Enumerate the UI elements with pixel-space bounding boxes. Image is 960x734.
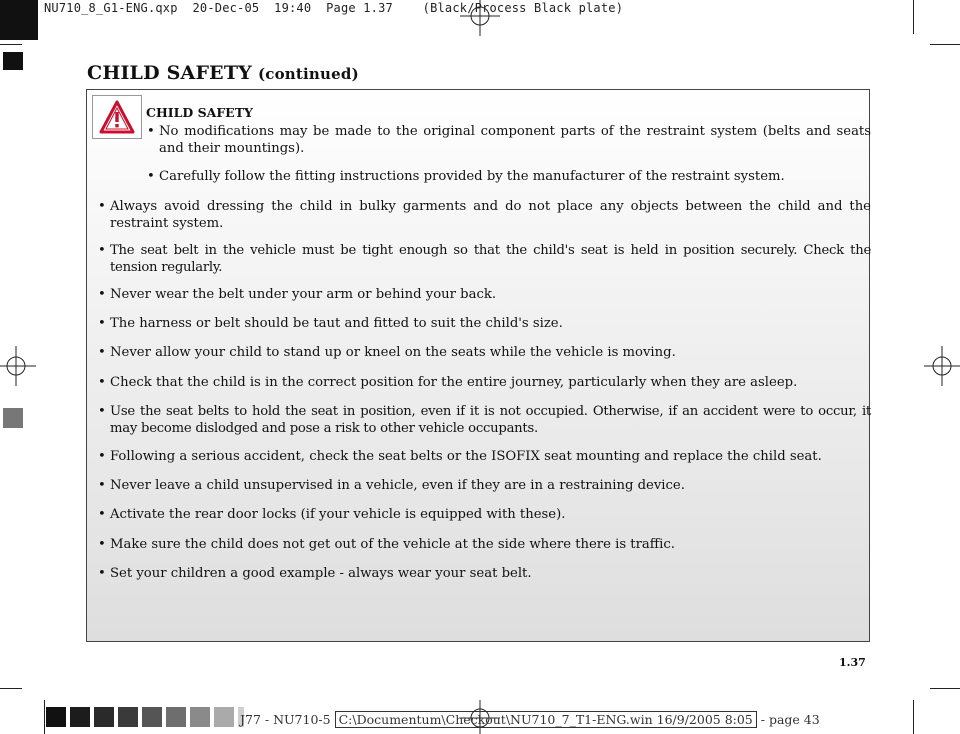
registration-block-top-left: [0, 0, 38, 40]
registration-crosshair-icon: [0, 346, 36, 386]
list-item: [98, 374, 871, 391]
safety-panel: [86, 89, 870, 642]
crop-mark: [0, 688, 22, 689]
density-patch: [166, 707, 186, 727]
crop-mark: [913, 0, 914, 34]
list-item: [98, 242, 871, 276]
density-patch: [118, 707, 138, 727]
print-slug: NU710_8_G1-ENG.qxp 20-Dec-05 19:40 Page 1.37 (Black/Process Black plate): [44, 1, 624, 15]
list-item: [147, 168, 871, 185]
footer-prefix: J77 - NU710-5: [240, 712, 331, 727]
density-patch: [214, 707, 234, 727]
bullet-dot: •: [98, 507, 106, 522]
bullet-dot: •: [147, 124, 155, 139]
crop-mark: [0, 44, 22, 45]
list-item: [98, 477, 871, 494]
list-item: [98, 315, 871, 332]
list-item-text: Activate the rear door locks (if your vehicle is equipped with these).: [110, 507, 566, 522]
crop-mark: [930, 44, 960, 45]
bullet-dot: •: [147, 169, 155, 184]
list-item-text: Always avoid dressing the child in bulky garments and do not place any objects between the child and the restraint system.: [110, 199, 871, 231]
list-item-text: Check that the child is in the correct position for the entire journey, particularly when they are asleep.: [110, 375, 798, 390]
list-item: [98, 536, 871, 553]
crop-mark: [913, 700, 914, 734]
warning-icon-box: [92, 95, 142, 139]
page-title-main: CHILD SAFETY: [87, 62, 252, 84]
density-patch: [70, 707, 90, 727]
page-title-subtitle: (continued): [257, 65, 359, 83]
bullet-dot: •: [98, 449, 106, 464]
crop-mark: [930, 688, 960, 689]
list-item: [98, 565, 871, 582]
crop-mark: [44, 700, 45, 734]
list-item: [98, 286, 871, 303]
list-item-text: Make sure the child does not get out of the vehicle at the side where there is traffic.: [110, 537, 675, 552]
list-item-text: Never leave a child unsupervised in a vehicle, even if they are in a restraining device.: [110, 478, 685, 493]
registration-crosshair-icon: [924, 346, 960, 386]
warning-title: CHILD SAFETY: [146, 105, 253, 120]
list-item-text: Carefully follow the fitting instructions provided by the manufacturer of the restraint system.: [159, 169, 785, 184]
footer-suffix: - page 43: [760, 712, 820, 727]
list-item-text: Use the seat belts to hold the seat in position, even if it is not occupied. Otherwise, if an accident were to occur, it may become dislodged and pose a risk to other vehicle occupants.: [110, 404, 871, 436]
bullet-dot: •: [98, 243, 106, 258]
list-item: [98, 448, 871, 465]
list-item-text: Never wear the belt under your arm or behind your back.: [110, 287, 497, 302]
bullet-dot: •: [98, 566, 106, 581]
registration-block-left-small: [3, 52, 23, 70]
print-footer: [240, 712, 820, 727]
page-number: 1.37: [839, 656, 866, 669]
list-item: [147, 123, 871, 157]
registration-block-left-gray: [3, 408, 23, 428]
list-item: [98, 403, 871, 437]
bullet-dot: •: [98, 478, 106, 493]
bullet-dot: •: [98, 537, 106, 552]
density-patch: [142, 707, 162, 727]
bullet-dot: •: [98, 316, 106, 331]
list-item-text: No modifications may be made to the original component parts of the restraint system (belts and seats and their mountings).: [159, 124, 871, 156]
warning-triangle-icon: [99, 99, 135, 135]
bullet-dot: •: [98, 345, 106, 360]
footer-path: C:\Documentum\Checkout\NU710_7_T1-ENG.win 16/9/2005 8:05: [335, 711, 757, 728]
bullet-dot: •: [98, 287, 106, 302]
list-item: [98, 198, 871, 232]
page-title: [87, 62, 359, 84]
list-item: [98, 506, 871, 523]
list-item-text: Set your children a good example - always wear your seat belt.: [110, 566, 532, 581]
density-patch: [190, 707, 210, 727]
bullet-dot: •: [98, 375, 106, 390]
bullet-dot: •: [98, 199, 106, 214]
list-item-text: Following a serious accident, check the seat belts or the ISOFIX seat mounting and replace the child seat.: [110, 449, 822, 464]
list-item-text: Never allow your child to stand up or kneel on the seats while the vehicle is moving.: [110, 345, 676, 360]
density-patch: [94, 707, 114, 727]
list-item-text: The seat belt in the vehicle must be tight enough so that the child's seat is held in position securely. Check the tension regularly.: [110, 243, 871, 275]
list-item-text: The harness or belt should be taut and fitted to suit the child's size.: [110, 316, 563, 331]
bullet-dot: •: [98, 404, 106, 419]
list-item: [98, 344, 871, 361]
density-patch: [46, 707, 66, 727]
